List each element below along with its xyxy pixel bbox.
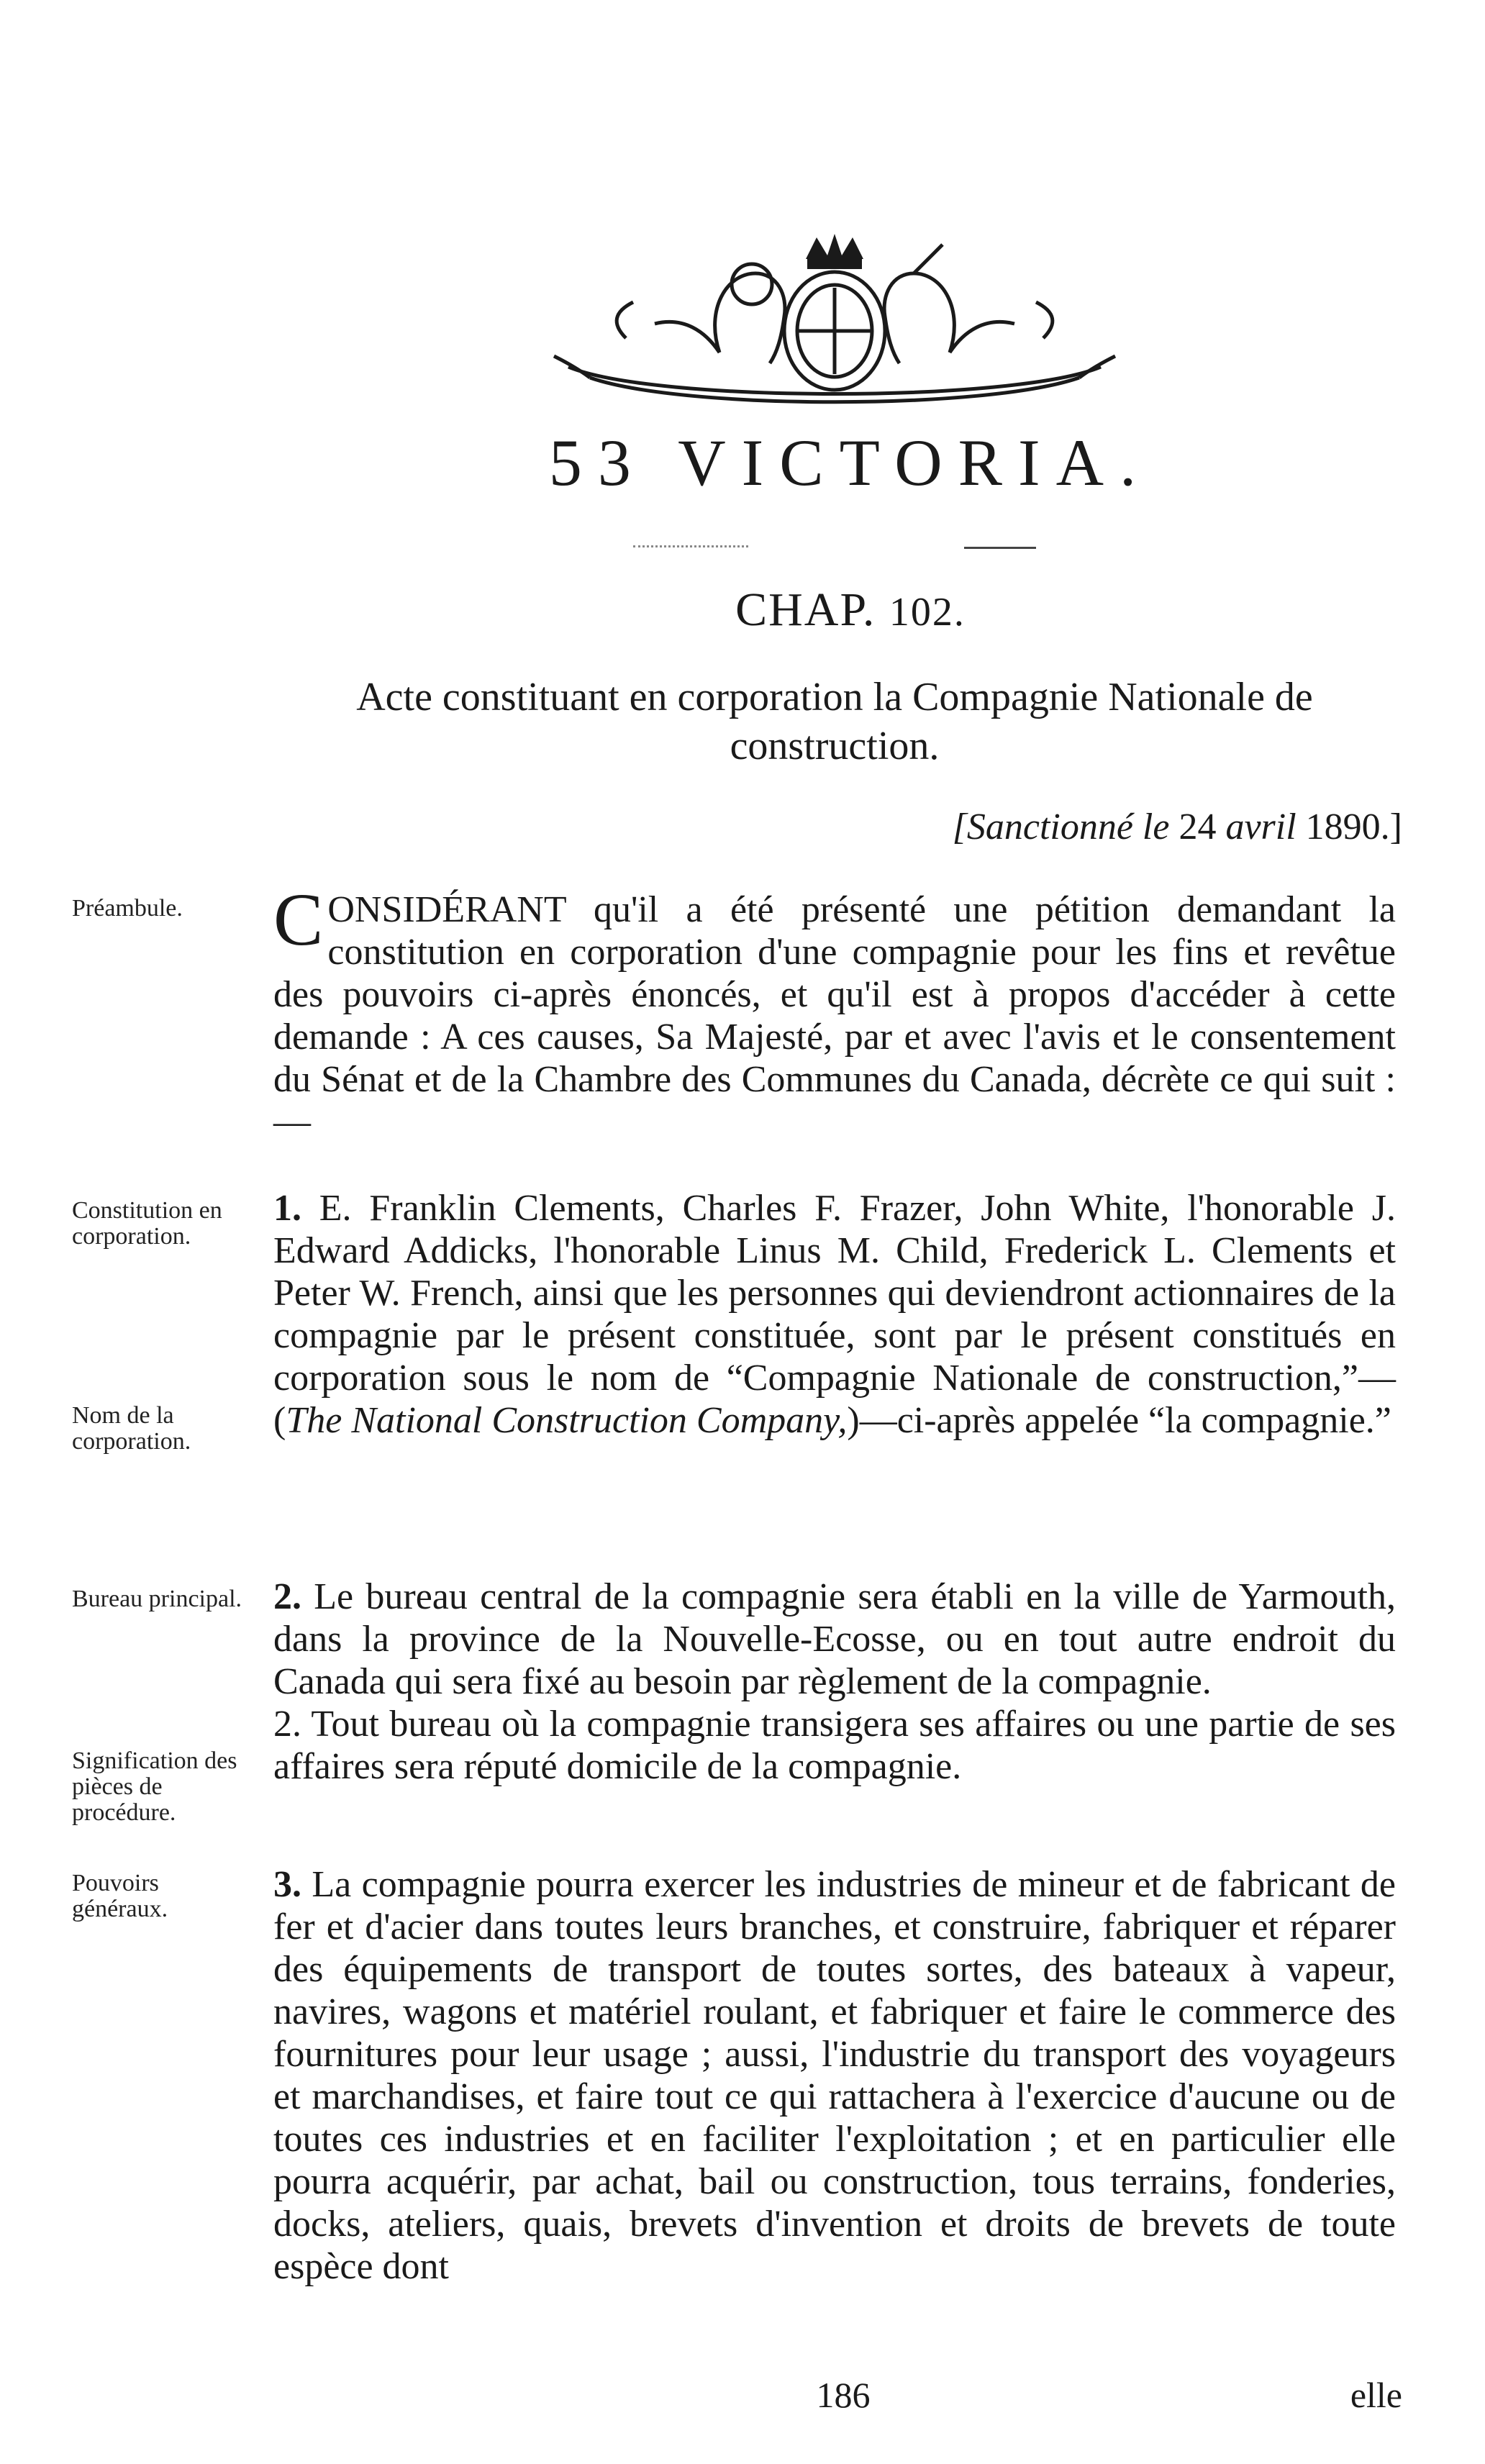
drop-cap: C xyxy=(273,878,324,961)
section-1-text-a: E. Franklin Clements, Charles F. Frazer, John White, l'honorable J. Edward Addicks, l'honorable Linus M. Child, Frederick L. Clements et Peter W. French, ainsi que les personnes qui deviendront actionnaires de la compagnie par le présent constituée, sont par le présent constitués en corporation sous le nom de “Compagnie Nationale de construction,”—( xyxy=(273,1188,1396,1441)
sanction-line xyxy=(953,806,1402,848)
margin-note-office: Bureau principal. xyxy=(72,1586,242,1612)
section-1-text-b: )—ci-après appelée “la compagnie.” xyxy=(847,1400,1391,1441)
divider-dotted xyxy=(633,545,748,547)
section-1 xyxy=(273,1187,1396,1442)
section-3-text: La compagnie pourra exercer les industries de mineur et de fabricant de fer et d'acier dans toutes leurs branches, et construire, fabriquer et réparer des équipements de transport de toutes sortes, des bateaux à vapeur, navires, wagons et matériel roulant, et fabriquer et faire le commerce des fournitures pour leur usage ; aussi, l'industrie du transport des voyageurs et marchandises, et faire tout ce qui rattachera à l'exercice d'aucune ou de toutes ces industries et en faciliter l'exploitation ; et en particulier elle pourra acquérir, par achat, bail ou construction, tous terrains, fonderies, docks, ateliers, quais, brevets d'invention et droits de brevets de toute espèce dont xyxy=(273,1864,1397,2287)
divider-rule xyxy=(964,547,1036,549)
section-1-number: 1. xyxy=(273,1188,301,1229)
section-1-english-name: The National Construction Company, xyxy=(286,1400,848,1441)
margin-note-preamble: Préambule. xyxy=(72,895,183,922)
margin-note-name: Nom de la corporation. xyxy=(72,1402,191,1455)
section-2 xyxy=(273,1576,1396,1788)
margin-note-incorporation: Constitution en corporation. xyxy=(72,1197,222,1250)
chapter-label: CHAP. xyxy=(735,583,876,636)
section-2-text: Le bureau central de la compagnie sera établi en la ville de Yarmouth, dans la province de la Nouvelle-Ecosse, ou en tout autre endroit du Canada qui sera fixé au besoin par règlement de la compagnie. xyxy=(273,1576,1396,1702)
act-title: Acte constituant en corporation la Compagnie Nationale de construction. xyxy=(356,675,1313,768)
royal-coat-of-arms-icon xyxy=(540,230,1130,410)
section-3-number: 3. xyxy=(273,1864,301,1905)
chapter-heading xyxy=(0,583,1485,637)
sanction-month: avril xyxy=(1225,806,1296,847)
chapter-number: 102. xyxy=(889,590,966,635)
reign-heading: 53 VICTORIA. xyxy=(548,426,1153,499)
section-3 xyxy=(273,1863,1396,2288)
margin-note-powers: Pouvoirs généraux. xyxy=(72,1870,168,1922)
sanction-date: 24 xyxy=(1179,806,1217,847)
sanction-prefix: [Sanctionné le xyxy=(952,806,1170,847)
section-2-subsection: 2. Tout bureau où la compagnie transigera ses affaires ou une partie de ses affaires sera réputé domicile de la compagnie. xyxy=(273,1704,1396,1787)
sanction-year: 1890.] xyxy=(1305,806,1402,847)
section-2-number: 2. xyxy=(273,1576,301,1617)
catchword: elle xyxy=(1350,2375,1402,2415)
preamble-text: ONSIDÉRANT qu'il a été présenté une pétition demandant la constitution en corporation d'une compagnie pour les fins et revêtue des pouvoirs ci-après énoncés, et qu'il est à propos d'accéder à cette demande : A ces causes, Sa Majesté, par et avec l'avis et le consentement du Sénat et de la Chambre des Communes du Canada, décrète ce qui suit :— xyxy=(273,889,1396,1142)
margin-note-service: Signification des pièces de procédure. xyxy=(72,1747,237,1826)
preamble-paragraph xyxy=(273,878,1396,1143)
page-number: 186 xyxy=(816,2375,871,2415)
